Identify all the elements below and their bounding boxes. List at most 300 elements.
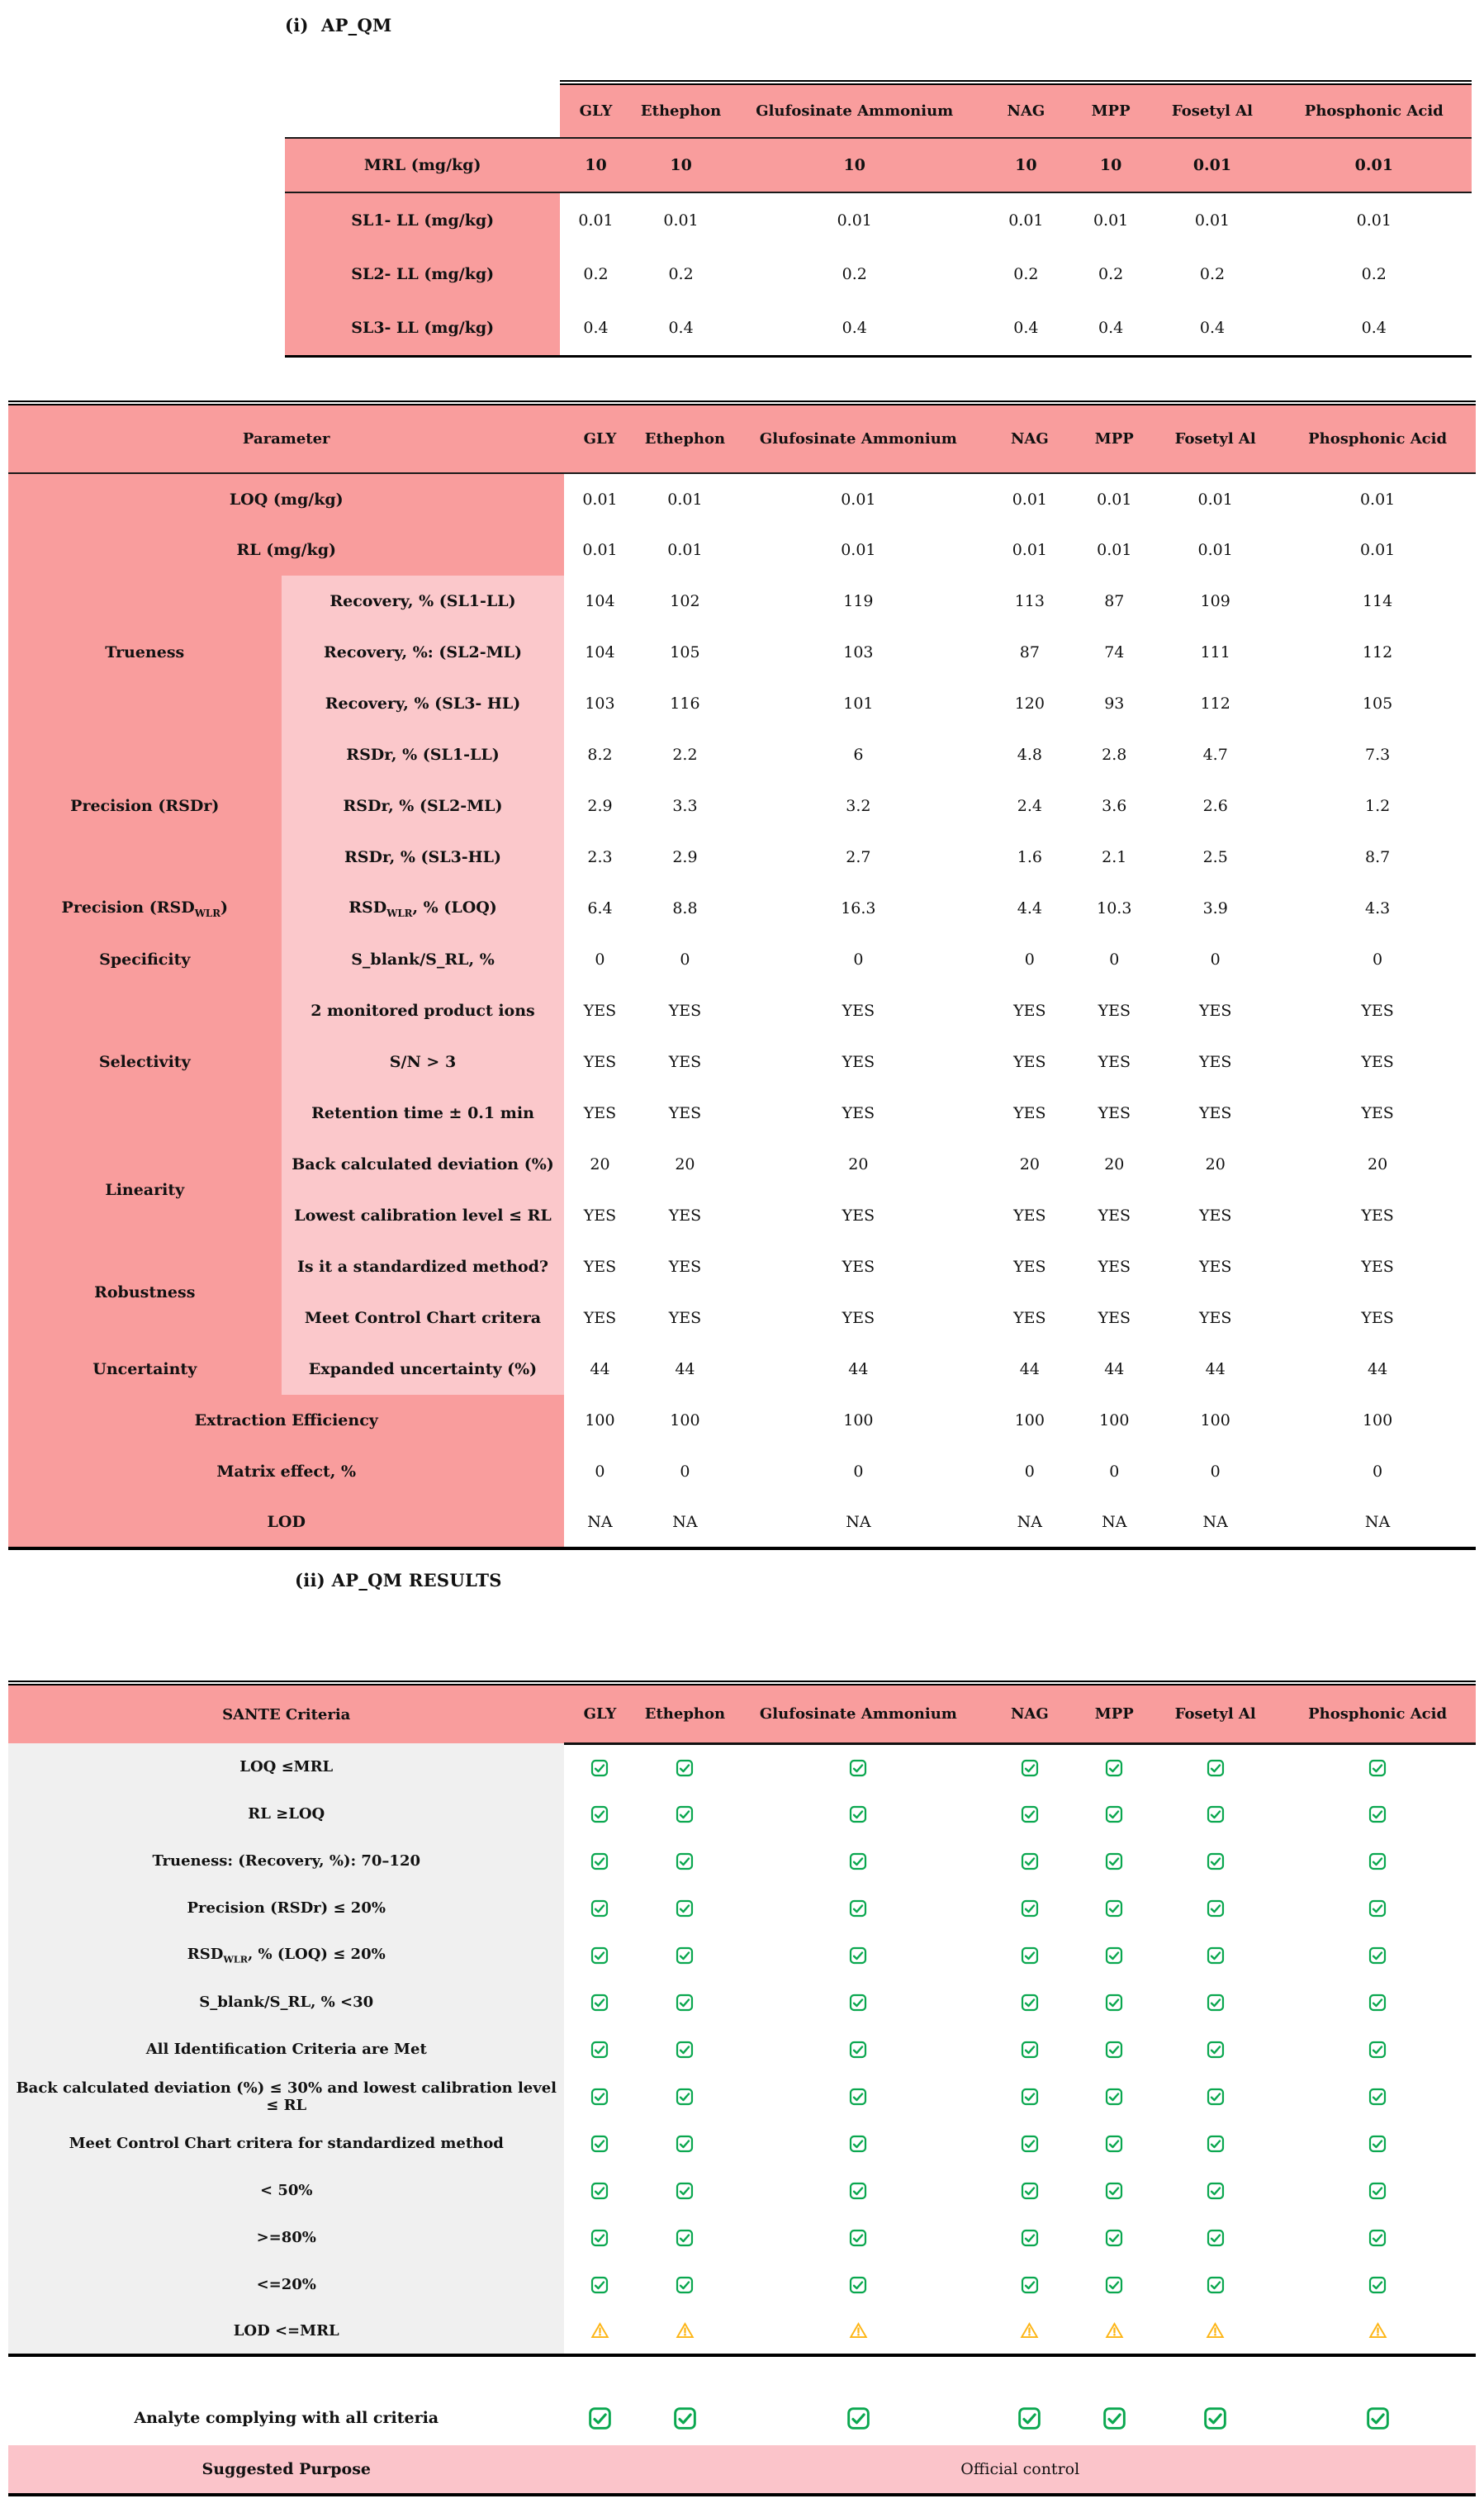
analyte-complying-label: Analyte complying with all criteria [134,2409,439,2427]
value-cell: 0.01 [841,490,876,509]
value-cell: 87 [1019,643,1040,661]
value-cell [1077,2073,1151,2120]
value-cell: YES [1098,1258,1131,1276]
value-cell: 0.01 [841,541,876,559]
value-cell: 3.3 [672,797,698,815]
row-label: RSDr, % (SL3-HL) [282,832,565,883]
value-cell: 1.6 [1017,848,1042,866]
checkbox-check-icon [1021,2135,1039,2153]
value-cell: 109 [1200,592,1230,610]
checkbox-check-icon [1105,1994,1123,2012]
value-cell: 87 [1104,592,1125,610]
value-cell [564,2214,635,2261]
value-cell: 4.7 [1202,746,1228,764]
value-cell: 0 [1373,1463,1383,1481]
value-cell: 10 [1074,138,1149,192]
value-cell [1077,2167,1151,2214]
value-cell [564,1837,635,1885]
value-cell [734,1979,982,2026]
table-row [8,1837,1476,1885]
checkbox-check-icon [1105,1759,1123,1777]
value-cell [1151,2120,1279,2167]
group-label: Specificity [8,934,282,985]
value-cell [1151,1743,1279,1790]
value-cell: 3.9 [1202,899,1228,917]
checkbox-check-icon [590,1946,609,1965]
checkbox-check-icon [1207,1994,1225,2012]
value-cell: YES [668,1104,702,1122]
table-row [8,576,1476,627]
value-cell: 0 [595,1463,605,1481]
checkbox-check-icon [849,1899,867,1918]
row-label: Is it a standardized method? [282,1241,565,1292]
value-cell: 74 [1104,643,1125,661]
checkbox-check-icon [849,2276,867,2294]
criterion-label: < 50% [8,2167,564,2214]
table-row [8,403,1476,473]
value-cell: YES [1098,1104,1131,1122]
value-cell [1279,2308,1476,2355]
value-cell [734,1743,982,1790]
row-label: RSDr, % (SL2-ML) [282,780,565,832]
value-cell [734,2308,982,2355]
criterion-label: LOD <=MRL [8,2308,564,2355]
value-cell [734,1837,982,1885]
criterion-label: <=20% [8,2261,564,2308]
value-cell: 4.4 [1017,899,1042,917]
value-cell [635,1837,734,1885]
value-cell: 0.01 [1356,211,1392,230]
column-header: MPP [1077,403,1151,473]
row-label: S_blank/S_RL, % [282,934,565,985]
table-row [8,1790,1476,1837]
mrl-levels-table [285,80,1472,358]
value-cell: 2.6 [1202,797,1228,815]
checkbox-check-icon [1368,1852,1387,1870]
value-cell [1151,2073,1279,2120]
value-cell: YES [1098,1309,1131,1327]
checkbox-check-icon [846,2406,870,2430]
row-label: SL3- LL (mg/kg) [285,301,560,356]
value-cell [635,1979,734,2026]
table-row [8,2073,1476,2120]
group-label: Robustness [8,1241,282,1344]
value-cell [1151,2214,1279,2261]
column-header: GLY [564,1683,635,1743]
table-row [8,2308,1476,2355]
row-label: Recovery, % (SL3- HL) [282,678,565,729]
value-cell: YES [583,1053,617,1071]
table-row [285,138,1472,192]
checkbox-check-icon [676,1994,694,2012]
criterion-label: Meet Control Chart critera for standardized method [8,2120,564,2167]
value-cell: 0.01 [837,211,872,230]
value-cell: 0.2 [583,265,609,283]
value-cell [635,2167,734,2214]
checkbox-check-icon [1207,2088,1225,2106]
value-cell: 0.4 [842,319,867,338]
value-cell: YES [842,1207,875,1225]
value-cell [635,2120,734,2167]
value-cell [1077,2120,1151,2167]
value-cell: YES [842,1002,875,1020]
value-cell [982,1932,1077,1979]
column-header: Phosphonic Acid [1279,403,1476,473]
value-cell: 0 [680,1463,690,1481]
checkbox-check-icon [1021,1852,1039,1870]
value-cell [1077,2391,1151,2445]
column-header: Phosphonic Acid [1277,83,1472,138]
value-cell: 104 [585,643,615,661]
table-row [8,1885,1476,1932]
checkbox-check-icon [1021,1994,1039,2012]
value-cell [982,2073,1077,2120]
checkbox-check-icon [590,2135,609,2153]
value-cell: 0.2 [842,265,867,283]
value-cell [564,1743,635,1790]
value-cell [734,2026,982,2073]
value-cell [635,2026,734,2073]
checkbox-check-icon [849,2088,867,2106]
table-row [8,985,1476,1036]
value-cell: 0 [1210,951,1221,969]
checkbox-check-icon [1207,1899,1225,1918]
value-cell: 0.01 [1097,541,1132,559]
value-cell: 20 [1205,1155,1226,1173]
row-label: Meet Control Chart critera [282,1292,565,1344]
value-cell [635,2308,734,2355]
value-cell: 0.01 [1359,541,1396,559]
table-row [8,1344,1476,1395]
checkbox-check-icon [849,1946,867,1965]
value-cell: 100 [585,1411,615,1429]
warning-triangle-icon [1206,2321,1225,2340]
value-cell: 0.01 [1277,138,1472,192]
value-cell: 103 [585,695,615,713]
value-cell: 0.4 [1361,319,1387,338]
row-label: SL1- LL (mg/kg) [285,192,560,247]
section-1-title: (i) AP_QM [285,15,392,36]
value-cell: 0.4 [1199,319,1226,338]
value-cell [982,2391,1077,2445]
value-cell: YES [1198,1002,1232,1020]
value-cell: 0.01 [1093,211,1129,230]
warning-triangle-icon [676,2321,695,2340]
row-label: Extraction Efficiency [8,1395,564,1446]
checkbox-check-icon [1021,2182,1039,2200]
value-cell: 44 [675,1360,695,1378]
value-cell: 0.01 [1197,541,1233,559]
checkbox-check-icon [676,2135,694,2153]
checkbox-check-icon [1105,2088,1123,2106]
value-cell [635,1885,734,1932]
checkbox-check-icon [1021,1899,1039,1918]
column-header: Glufosinate Ammonium [734,403,982,473]
value-cell: 10 [731,138,979,192]
value-cell [1077,1979,1151,2026]
value-cell: 2.7 [846,848,871,866]
value-cell: 0.01 [1012,490,1047,509]
checkbox-check-icon [1105,1852,1123,1870]
value-cell [635,2391,734,2445]
value-cell: 0.01 [1148,138,1276,192]
value-cell: 0 [1109,1463,1120,1481]
checkbox-check-icon [1368,1805,1387,1823]
value-cell: 0.2 [1199,265,1226,283]
table-row [8,1497,1476,1548]
value-cell: 0.2 [1098,265,1124,283]
table-row [8,2445,1476,2495]
checkbox-check-icon [1021,2041,1039,2059]
value-cell: 100 [843,1411,874,1429]
checkbox-check-icon [590,1994,609,2012]
checkbox-check-icon [1368,1946,1387,1965]
value-cell [635,2214,734,2261]
checkbox-check-icon [1105,2182,1123,2200]
checkbox-check-icon [590,1852,609,1870]
checkbox-check-icon [849,2182,867,2200]
table-row [285,301,1472,356]
checkbox-check-icon [1368,2041,1387,2059]
value-cell: 2.9 [587,797,613,815]
value-cell: 2.2 [672,746,698,764]
table-row [285,247,1472,301]
criterion-label: >=80% [8,2214,564,2261]
value-cell: 16.3 [841,899,876,917]
value-cell [564,1979,635,2026]
value-cell [1151,1885,1279,1932]
value-cell: 20 [1104,1155,1125,1173]
checkbox-check-icon [676,2276,694,2294]
criteria-header: SANTE Criteria [8,1683,564,1743]
value-cell: 105 [670,643,700,661]
value-cell: YES [1013,1309,1046,1327]
value-cell: YES [583,1309,617,1327]
value-cell [1279,2391,1476,2445]
checkbox-check-icon [676,2041,694,2059]
column-header: Ethephon [635,1683,734,1743]
value-cell: 103 [843,643,874,661]
value-cell [1151,2261,1279,2308]
checkbox-check-icon [1368,2135,1387,2153]
column-header: Glufosinate Ammonium [734,1683,982,1743]
column-header: NAG [979,83,1074,138]
value-cell [734,1790,982,1837]
group-label: Precision $(RSD_{WLR})$ [8,883,282,934]
warning-triangle-icon [1105,2321,1124,2340]
column-header: Fosetyl Al [1148,83,1276,138]
value-cell: 0.01 [1197,490,1233,509]
column-header: NAG [982,1683,1077,1743]
table-row [8,2026,1476,2073]
value-cell [635,1743,734,1790]
row-label: Retention time ± 0.1 min [282,1088,565,1139]
value-cell: YES [842,1309,875,1327]
value-cell: 10.3 [1097,899,1132,917]
table-row [285,192,1472,247]
table-row [8,1139,1476,1190]
checkbox-check-icon [1207,2182,1225,2200]
column-header: Fosetyl Al [1151,1683,1279,1743]
row-label: Back calculated deviation (%) [282,1139,565,1190]
value-cell: 2.8 [1102,746,1127,764]
value-cell [1077,1743,1151,1790]
row-label: RSDr, % (SL1-LL) [282,729,565,780]
value-cell: 105 [1362,695,1393,713]
value-cell [1279,2261,1476,2308]
value-cell [564,2391,635,2445]
table-row [8,2391,1476,2445]
checkbox-check-icon [849,1759,867,1777]
value-cell [734,1885,982,1932]
table-row [8,2214,1476,2261]
value-cell [1151,1932,1279,1979]
value-cell: YES [668,1309,702,1327]
value-cell: NA [672,1513,698,1531]
value-cell [1151,2026,1279,2073]
value-cell: 20 [848,1155,869,1173]
value-cell [1279,2073,1476,2120]
table-row [8,1979,1476,2026]
value-cell [635,1790,734,1837]
value-cell: 10 [979,138,1074,192]
value-cell [1151,1979,1279,2026]
value-cell [635,1932,734,1979]
value-cell: YES [1098,1207,1131,1225]
checkbox-check-icon [1207,1852,1225,1870]
value-cell: 0.01 [1194,211,1230,230]
table-row [285,83,1472,138]
checkbox-check-icon [673,2406,697,2430]
value-cell [1279,1837,1476,1885]
value-cell: NA [1202,1513,1228,1531]
checkbox-check-icon [1368,1759,1387,1777]
column-header: NAG [982,403,1077,473]
checkbox-check-icon [676,1852,694,1870]
checkbox-check-icon [676,1759,694,1777]
value-cell: 0 [1024,1463,1035,1481]
checkbox-check-icon [676,2182,694,2200]
value-cell [564,2261,635,2308]
checkbox-check-icon [849,2135,867,2153]
value-cell: 20 [675,1155,695,1173]
table-row [8,729,1476,780]
value-cell [1077,1885,1151,1932]
value-cell [982,2120,1077,2167]
checkbox-check-icon [590,1805,609,1823]
checkbox-check-icon [676,1805,694,1823]
value-cell: 101 [843,695,874,713]
checkbox-check-icon [1366,2406,1390,2430]
value-cell: 0.01 [663,211,699,230]
value-cell [635,2073,734,2120]
value-cell: 0.2 [1013,265,1039,283]
value-cell [1279,2120,1476,2167]
value-cell [1279,2167,1476,2214]
value-cell: YES [1013,1104,1046,1122]
value-cell [734,2214,982,2261]
column-header: GLY [564,403,635,473]
value-cell: 20 [1019,1155,1040,1173]
row-label: 2 monitored product ions [282,985,565,1036]
checkbox-check-icon [1368,2182,1387,2200]
checkbox-check-icon [1105,1946,1123,1965]
value-cell [1151,1790,1279,1837]
checkbox-check-icon [676,1899,694,1918]
column-header: MPP [1077,1683,1151,1743]
value-cell [1151,2167,1279,2214]
value-cell [1151,2308,1279,2355]
value-cell: 0 [1024,951,1035,969]
value-cell: YES [1198,1207,1232,1225]
value-cell: YES [668,1002,702,1020]
value-cell: YES [1361,1053,1394,1071]
value-cell: 0.2 [668,265,694,283]
checkbox-check-icon [849,2229,867,2247]
value-cell: 102 [670,592,700,610]
column-header: GLY [560,83,631,138]
row-label: LOQ (mg/kg) [8,473,564,524]
value-cell: 100 [670,1411,700,1429]
value-cell [734,2073,982,2120]
checkbox-check-icon [1021,1805,1039,1823]
checkbox-check-icon [1368,1994,1387,2012]
suggested-purpose-label: Suggested Purpose [8,2445,564,2495]
value-cell [734,2167,982,2214]
checkbox-check-icon [590,1899,609,1918]
value-cell: 10 [560,138,631,192]
value-cell [734,1932,982,1979]
checkbox-check-icon [1207,2135,1225,2153]
value-cell: YES [1198,1309,1232,1327]
row-label: S/N > 3 [282,1036,565,1088]
value-cell [734,2391,982,2445]
checkbox-check-icon [1102,2406,1126,2430]
criterion-label: RL ≥LOQ [8,1790,564,1837]
value-cell: YES [842,1104,875,1122]
value-cell: YES [842,1258,875,1276]
value-cell: YES [583,1002,617,1020]
value-cell: 44 [1205,1360,1226,1378]
value-cell [1279,1932,1476,1979]
checkbox-check-icon [1105,2041,1123,2059]
value-cell: 0.01 [582,490,618,509]
value-cell [982,2214,1077,2261]
row-label: LOD [8,1497,564,1548]
value-cell [564,1885,635,1932]
table-row [8,883,1476,934]
table-row [8,1395,1476,1446]
group-label: Uncertainty [8,1344,282,1395]
checkbox-check-icon [849,1994,867,2012]
value-cell: 2.9 [672,848,698,866]
value-cell: 0 [853,1463,864,1481]
checkbox-check-icon [1207,1759,1225,1777]
value-cell [564,1932,635,1979]
table-row [8,524,1476,576]
value-cell: 119 [843,592,874,610]
row-label: RL (mg/kg) [8,524,564,576]
table-row [8,2120,1476,2167]
value-cell: 8.7 [1364,848,1391,866]
column-header: Fosetyl Al [1151,403,1279,473]
checkbox-check-icon [1207,2041,1225,2059]
value-cell: YES [1361,1104,1394,1122]
checkbox-check-icon [1017,2406,1041,2430]
value-cell [1077,2308,1151,2355]
value-cell: NA [1364,1513,1391,1531]
value-cell [1077,2214,1151,2261]
